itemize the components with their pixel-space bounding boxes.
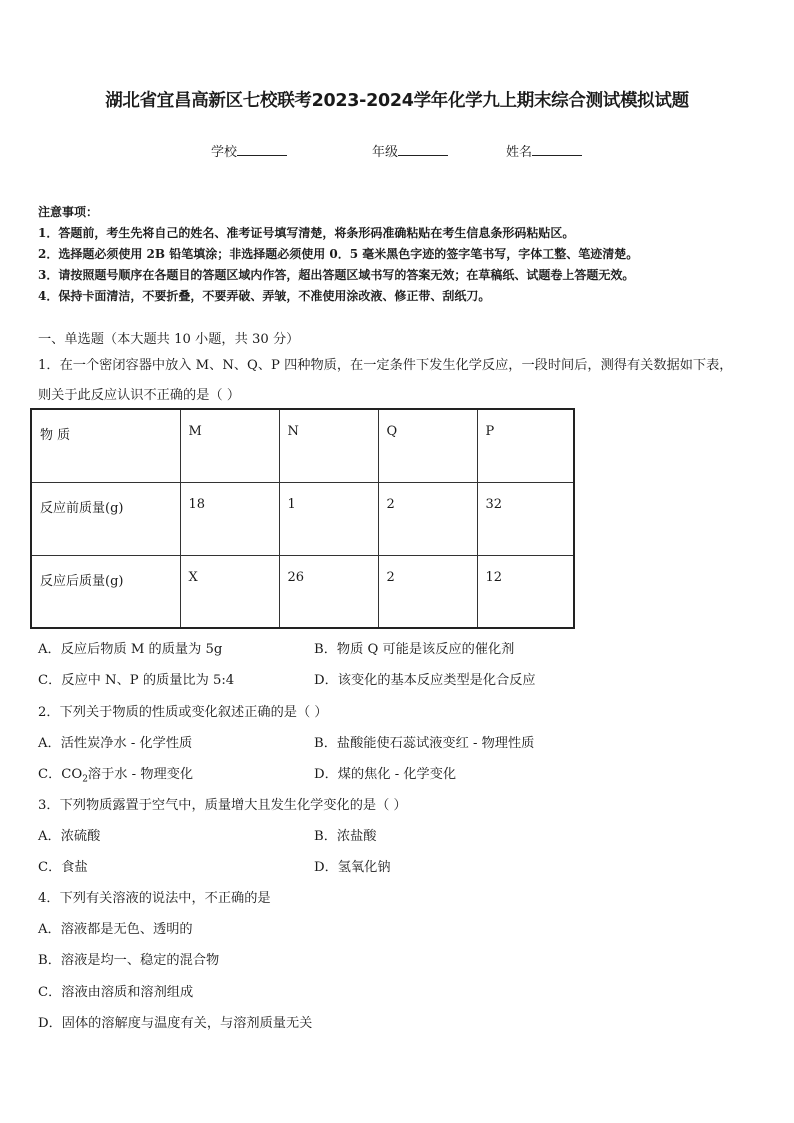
table-cell: 反应后质量(g)	[31, 555, 180, 628]
q4-option-d: D．固体的溶解度与温度有关，与溶剂质量无关	[38, 1016, 313, 1031]
notice-item: 4．保持卡面清洁，不要折叠，不要弄破、弄皱，不准使用涂改液、修正带、刮纸刀。	[38, 289, 491, 303]
school-label: 学校	[211, 145, 238, 160]
q2-option-a: A．活性炭净水 - 化学性质	[38, 736, 193, 751]
q3-option-c: C．食盐	[38, 860, 88, 875]
notice-item: 2．选择题必须使用 2B 铅笔填涂；非选择题必须使用 0．5 毫米黑色字迹的签字笔书写，字体工整、笔迹清楚。	[38, 247, 639, 261]
table-cell: P	[477, 409, 574, 482]
table-cell: 12	[477, 555, 574, 628]
q1-option-c: C．反应中 N、P 的质量比为 5:4	[38, 673, 235, 688]
q2-option-c-pre: C．CO	[38, 767, 83, 782]
table-cell: Q	[378, 409, 477, 482]
table-row	[31, 409, 574, 482]
table-cell: 2	[378, 482, 477, 555]
table-cell: N	[279, 409, 378, 482]
q2-option-d: D．煤的焦化 - 化学变化	[314, 767, 457, 782]
q4-stem: 4．下列有关溶液的说法中，不正确的是	[38, 891, 271, 906]
grade-blank	[398, 142, 448, 156]
grade-label: 年级	[372, 145, 399, 160]
notice-heading: 注意事项：	[38, 205, 99, 219]
table-cell: X	[180, 555, 279, 628]
school-field	[211, 141, 287, 160]
q3-option-a: A．浓硫酸	[38, 829, 101, 844]
table-cell: 反应前质量(g)	[31, 482, 180, 555]
notice-item: 1．答题前，考生先将自己的姓名、准考证号填写清楚，将条形码准确粘贴在考生信息条形码粘贴区。	[38, 226, 575, 240]
q1-option-d: D．该变化的基本反应类型是化合反应	[314, 673, 536, 688]
q1-option-b: B．物质 Q 可能是该反应的催化剂	[314, 642, 515, 657]
q1-stem-line1: 1．在一个密闭容器中放入 M、N、Q、P 四种物质，在一定条件下发生化学反应，一段时间后，测得有关数据如下表，	[38, 358, 733, 373]
q2-option-c-post: 溶于水 - 物理变化	[87, 767, 194, 782]
table-cell: 18	[180, 482, 279, 555]
table-row	[31, 555, 574, 628]
table-cell: 32	[477, 482, 574, 555]
q2-option-b: B．盐酸能使石蕊试液变红 - 物理性质	[314, 736, 535, 751]
q2-option-c	[38, 763, 193, 785]
name-field	[506, 141, 582, 160]
q1-option-a: A．反应后物质 M 的质量为 5g	[38, 642, 223, 657]
table-cell: 1	[279, 482, 378, 555]
table-row	[31, 482, 574, 555]
q3-option-d: D．氢氧化钠	[314, 860, 391, 875]
q2-option-c-sub: 2	[82, 774, 88, 785]
q1-data-table	[30, 408, 575, 629]
name-label: 姓名	[506, 145, 533, 160]
q2-stem: 2．下列关于物质的性质或变化叙述正确的是（ ）	[38, 705, 328, 720]
table-cell: 2	[378, 555, 477, 628]
exam-title: 湖北省宜昌高新区七校联考2023-2024学年化学九上期末综合测试模拟试题	[105, 91, 689, 111]
q3-stem: 3．下列物质露置于空气中，质量增大且发生化学变化的是（ ）	[38, 798, 407, 813]
q4-option-c: C．溶液由溶质和溶剂组成	[38, 985, 194, 1000]
name-blank	[532, 142, 582, 156]
notice-item: 3．请按照题号顺序在各题目的答题区域内作答，超出答题区域书写的答案无效；在草稿纸、试题卷上答题无效。	[38, 268, 635, 282]
q1-stem-line2: 则关于此反应认识不正确的是（ ）	[38, 388, 241, 403]
table-cell: 26	[279, 555, 378, 628]
table-cell: 物 质	[31, 409, 180, 482]
q4-option-b: B．溶液是均一、稳定的混合物	[38, 953, 220, 968]
school-blank	[237, 142, 287, 156]
q4-option-a: A．溶液都是无色、透明的	[38, 922, 193, 937]
section-heading: 一、单选题（本大题共 10 小题，共 30 分）	[38, 332, 300, 347]
grade-field	[372, 141, 448, 160]
table-cell: M	[180, 409, 279, 482]
q3-option-b: B．浓盐酸	[314, 829, 377, 844]
